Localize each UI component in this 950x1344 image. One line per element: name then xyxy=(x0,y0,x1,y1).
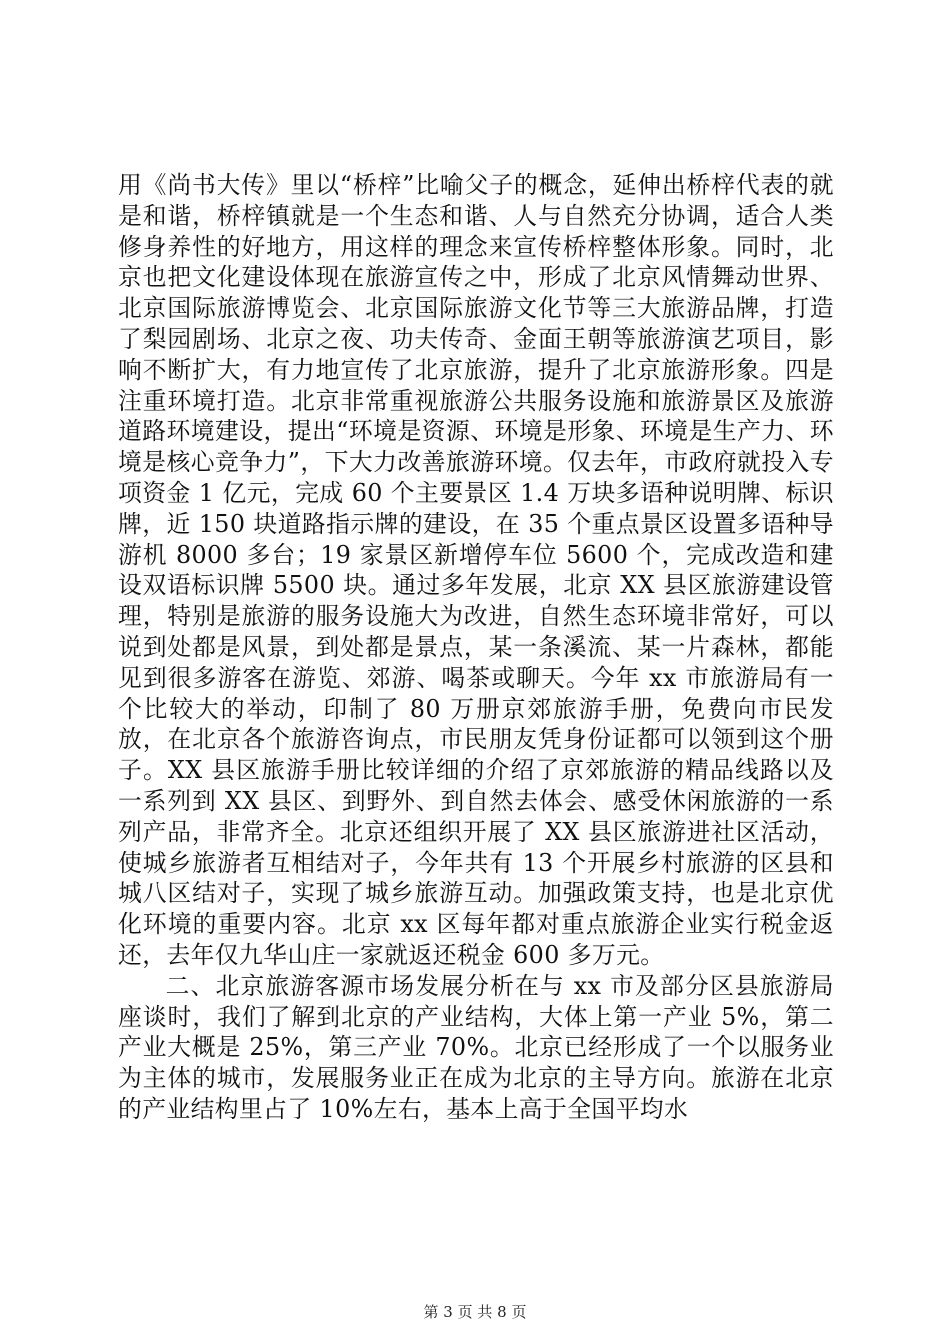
paragraph-1: 用《尚书大传》里以“桥梓”比喻父子的概念，延伸出桥梓代表的就是和谐，桥梓镇就是一个生态和谐、人与自然充分协调，适合人类修身养性的好地方，用这样的理念来宣传桥梓整体形象。同时，北京也把文化建设体现在旅游宣传之中，形成了北京风情舞动世界、北京国际旅游博览会、北京国际旅游文化节等三大旅游品牌，打造了梨园剧场、北京之夜、功夫传奇、金面王朝等旅游演艺项目，影响不断扩大，有力地宣传了北京旅游，提升了北京旅游形象。四是注重环境打造。北京非常重视旅游公共服务设施和旅游景区及旅游道路环境建设，提出“环境是资源、环境是形象、环境是生产力、环境是核心竞争力”，下大力改善旅游环境。仅去年，市政府就投入专项资金 1 亿元，完成 60 个主要景区 1.4 万块多语种说明牌、标识牌，近 150 块道路指示牌的建设，在 35 个重点景区设置多语种导游机 8000 多台；19 家景区新增停车位 5600 个，完成改造和建设双语标识牌 5500 块。通过多年发展，北京 XX 县区旅游建设管理，特别是旅游的服务设施大为改进，自然生态环境非常好，可以说到处都是风景，到处都是景点，某一条溪流、某一片森林，都能见到很多游客在游览、郊游、喝茶或聊天。今年 xx 市旅游局有一个比较大的举动，印制了 80 万册京郊旅游手册，免费向市民发放，在北京各个旅游咨询点，市民朋友凭身份证都可以领到这个册子。XX 县区旅游手册比较详细的介绍了京郊旅游的精品线路以及一系列到 XX 县区、到野外、到自然去体会、感受休闲旅游的一系列产品，非常齐全。北京还组织开展了 XX 县区旅游进社区活动，使城乡旅游者互相结对子，今年共有 13 个开展乡村旅游的区县和城八区结对子，实现了城乡旅游互动。加强政策支持，也是北京优化环境的重要内容。北京 xx 区每年都对重点旅游企业实行税金返还，去年仅九华山庄一家就返还税金 600 多万元。 xyxy=(118,171,834,969)
page-number-footer: 第 3 页 共 8 页 xyxy=(423,1303,527,1321)
document-body xyxy=(118,170,834,1125)
paragraph-2: 二、北京旅游客源市场发展分析在与 xx 市及部分区县旅游局座谈时，我们了解到北京的产业结构，大体上第一产业 5%，第二产业大概是 25%，第三产业 70%。北京已经形成了一个以服务业为主体的城市，发展服务业正在成为北京的主导方向。旅游在北京的产业结构里占了 10%左右，基本上高于全国平均水 xyxy=(118,971,834,1123)
